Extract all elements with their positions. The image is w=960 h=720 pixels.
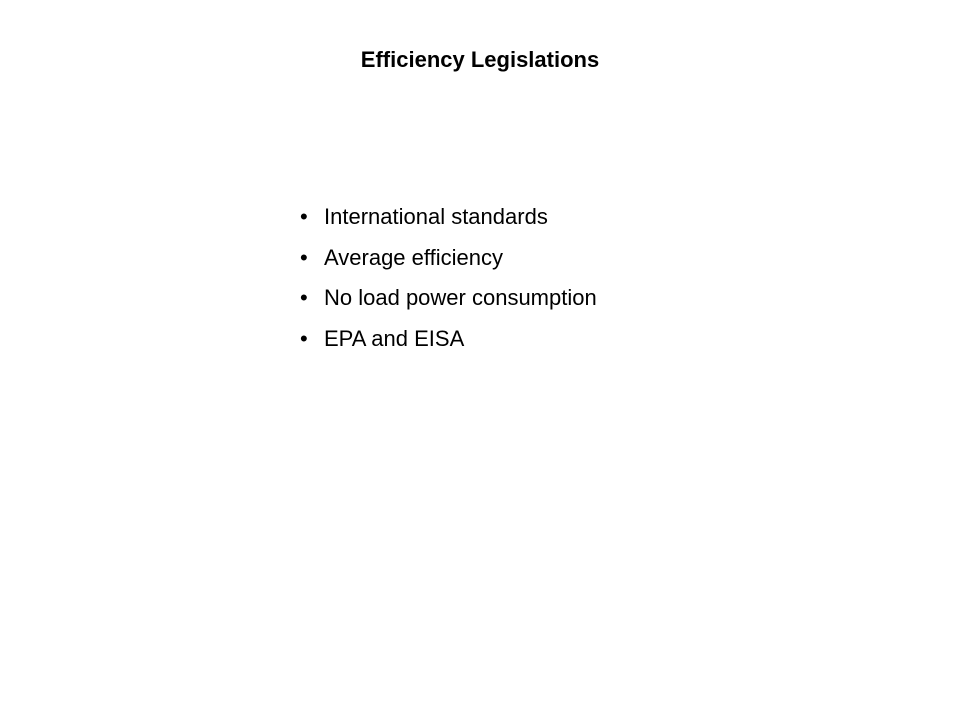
bullet-text: Average efficiency (324, 244, 503, 270)
bullet-item (300, 242, 597, 283)
bullet-text: EPA and EISA (324, 325, 465, 351)
bullet-marker: • (300, 244, 308, 270)
bullet-text: No load power consumption (324, 285, 597, 310)
bullet-marker: • (300, 325, 308, 351)
bullet-item (300, 282, 597, 323)
bullet-item (300, 323, 597, 364)
bullet-item (300, 201, 597, 242)
bullet-list (300, 201, 597, 363)
bullet-marker: • (300, 204, 308, 229)
bullet-text: International standards (324, 204, 548, 229)
slide-title: Efficiency Legislations (360, 47, 600, 72)
bullet-marker: • (300, 285, 308, 310)
